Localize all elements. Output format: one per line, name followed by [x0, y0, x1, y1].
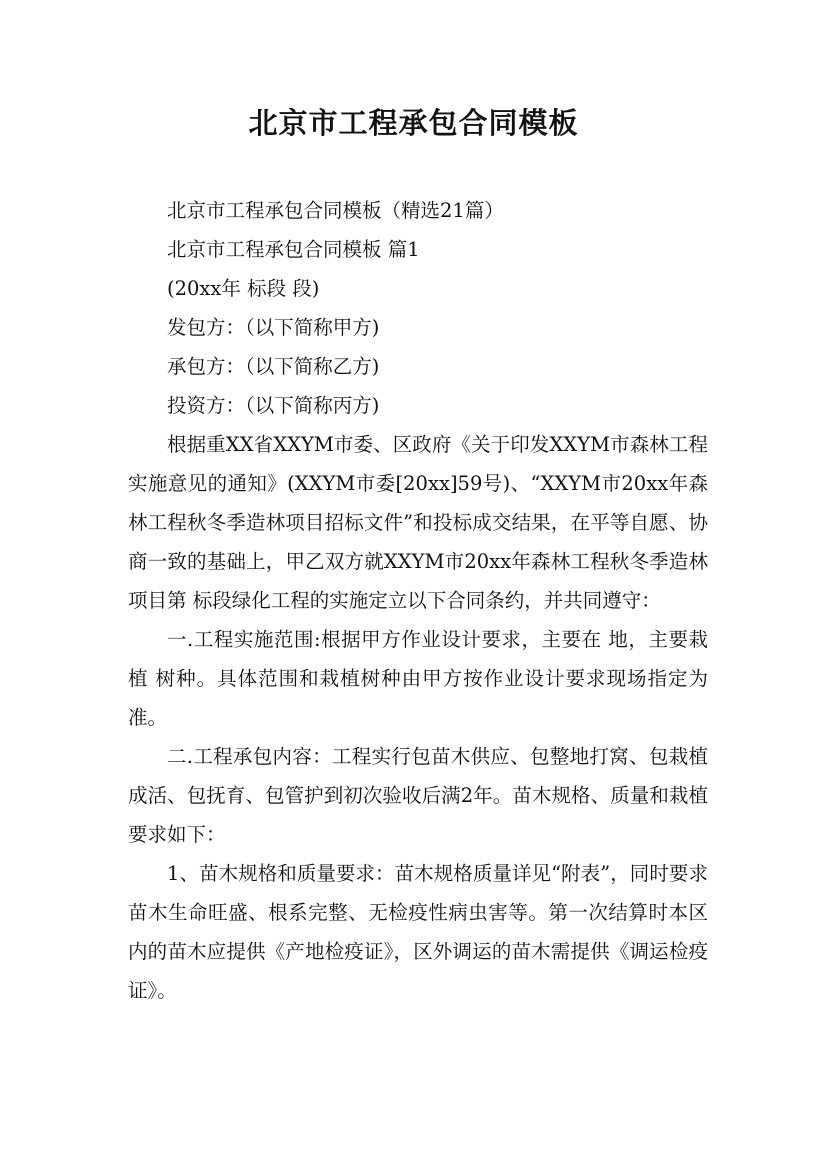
paragraph-party-a: 发包方：（以下简称甲方) [167, 316, 380, 339]
document-body [128, 191, 708, 1010]
paragraph-clause-1: 一.工程实施范围:根据甲方作业设计要求，主要在 地，主要栽植 树种。具体范围和栽植树种由甲方按作业设计要求现场指定为准。 [128, 628, 708, 729]
paragraph-subtitle: 北京市工程承包合同模板（精选21篇） [167, 199, 504, 222]
paragraph-preamble: 根据重XX省XXYM市委、区政府《关于印发XXYM市森林工程实施意见的通知》(XXYM市委[20xx]59号)、“XXYM市20xx年森林工程秋冬季造林项目招标文件”和投标成交结果，在平等自愿、协商一致的基础上，甲乙双方就XXYM市20xx年森林工程秋冬季造林项目第 标段绿化工程的实施定立以下合同条约，并共同遵守： [128, 433, 708, 612]
paragraph-bid-section: (20xx年 标段 段) [167, 277, 320, 300]
document-title: 北京市工程承包合同模板 [248, 106, 579, 140]
paragraph-party-c: 投资方：（以下简称丙方) [167, 394, 380, 417]
paragraph-section-heading: 北京市工程承包合同模板 篇1 [167, 238, 420, 261]
paragraph-clause-2-1: 1、苗木规格和质量要求：苗木规格质量详见“附表”，同时要求苗木生命旺盛、根系完整、无检疫性病虫害等。第一次结算时本区内的苗木应提供《产地检疫证》，区外调运的苗木需提供《调运检疫证》。 [128, 862, 708, 1002]
paragraph-clause-2: 二.工程承包内容：工程实行包苗木供应、包整地打窝、包栽植成活、包抚育、包管护到初次验收后满2年。苗木规格、质量和栽植要求如下： [128, 745, 708, 846]
paragraph-party-b: 承包方：（以下简称乙方) [167, 355, 380, 378]
